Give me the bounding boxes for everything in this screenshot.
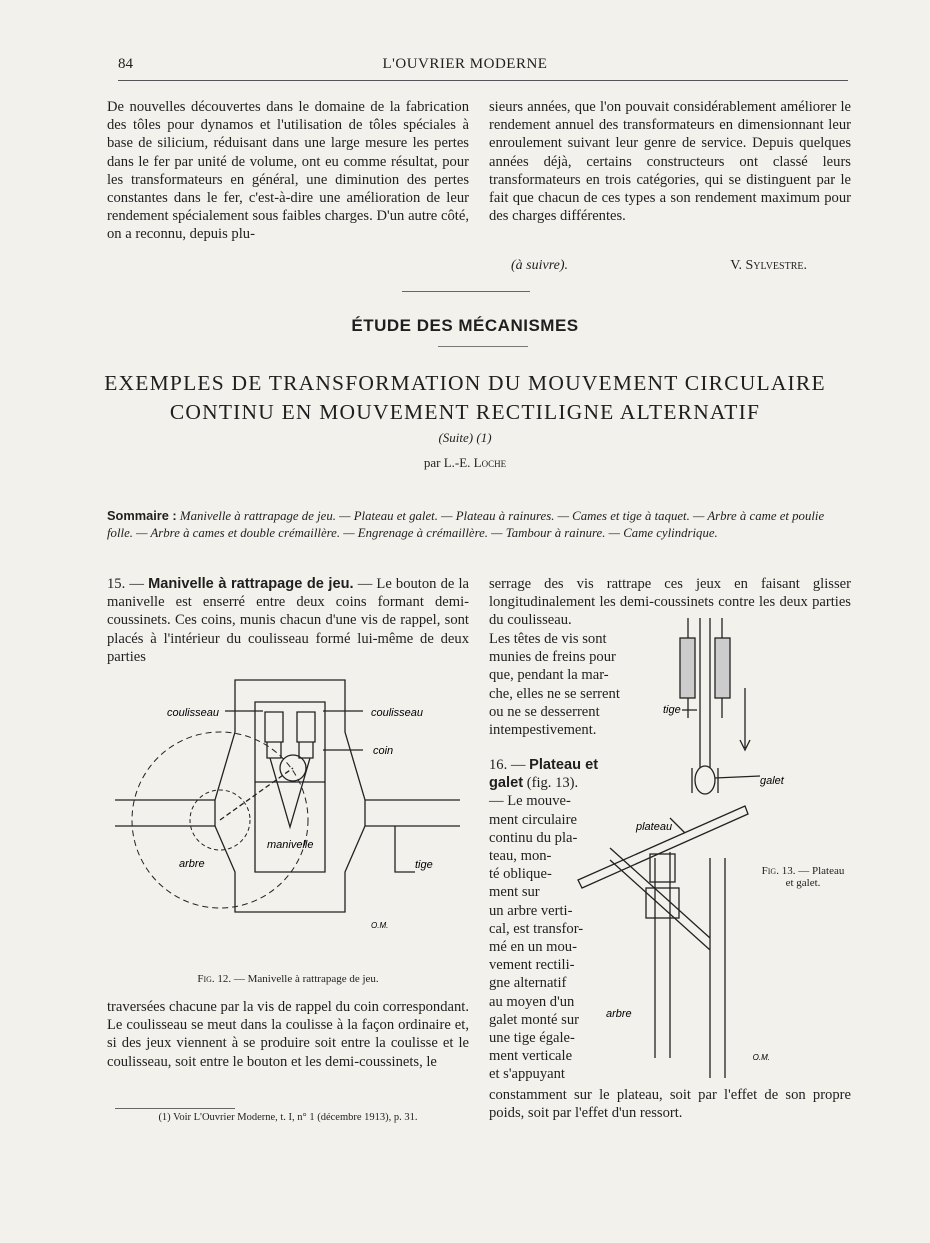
article-title-line-2: CONTINU EN MOUVEMENT RECTILIGNE ALTERNATIF: [169, 400, 761, 424]
summary-label: Sommaire :: [107, 508, 177, 523]
fig13-label-arbre: arbre: [606, 1008, 632, 1020]
section-rule: [438, 346, 528, 347]
para-15-continuation: traversées chacune par la vis de rappel du coin correspondant. Le coulisseau se meut dans la coulisse à la façon ordinaire et, si des jeux viennent à se produire soit entre la coulisse et le coulisseau, soit entre le bouton et les demi-coussinets, le: [107, 999, 469, 1070]
figure-12-diagram: [115, 672, 465, 967]
fig13-label-mark: O.M.: [752, 1053, 770, 1062]
para-16: 16. — Plateau et galet (fig. 13). — Le mouve- ment circulaire continu du pla- teau, mon- té oblique- ment sur un arbre verti- cal, est transfor- mé en un mou- vement rectili- gne alternatif au moyen d'un galet monté sur une tige égale- ment verticale et s'appuyant: [489, 757, 599, 1083]
running-header: [0, 56, 930, 78]
fig13-label-plateau: plateau: [636, 821, 673, 833]
page-number: 84: [118, 56, 133, 72]
fig13-label-galet: galet: [760, 775, 784, 787]
label-mark: O.M.: [371, 921, 389, 930]
footnote: (1) Voir L'Ouvrier Moderne, t. I, n° 1 (décembre 1913), p. 31.: [158, 1112, 418, 1123]
figure-12-caption: Fig. 12. — Manivelle à rattrapage de jeu.: [197, 973, 379, 985]
fig13-label-tige: tige: [663, 704, 681, 716]
label-manivelle: manivelle: [267, 839, 314, 851]
summary: [107, 507, 852, 542]
para-15-heading: Manivelle à rattrapage de jeu.: [148, 576, 354, 592]
byline: par L.-E. Loche: [423, 455, 507, 470]
article-suite-note: (Suite) (1): [438, 430, 492, 445]
continued-note: (à suivre).: [511, 258, 569, 273]
header-rule: [118, 80, 848, 81]
previous-article-right-column: sieurs années, que l'on pouvait considérablement améliorer le rendement annuel des transformateurs en dimensionnant leur enroulement suivant leur genre de service. Depuis quelques années déjà, certains constructeurs ont classé leurs transformateurs en trois catégories, qui se distinguent par le fait que chacun de ces types a son rendement maximum pour des charges différentes.: [489, 99, 851, 225]
label-coulisseau-left: coulisseau: [167, 707, 219, 719]
article-author: L.-E. Loche: [443, 455, 507, 470]
article-separator: [402, 291, 530, 292]
para-16-closing: constamment sur le plateau, soit par l'effet de son propre poids, soit par l'effet d'un ressort.: [489, 1087, 851, 1122]
running-title: L'OUVRIER MODERNE: [382, 56, 548, 72]
author-signature: V. Sylvestre.: [730, 258, 807, 273]
para-15-right-lines: Les têtes de vis sont munies de freins pour que, pendant la mar- che, elles ne se serrent ou ne se desserrent intempestivement.: [489, 631, 620, 739]
para-15-intro: 15. — Manivelle à rattrapage de jeu. — Le bouton de la manivelle est enserré entre deux coins formant demi-coussinets. Ces coins, munis chacun d'une vis de rappel, sont placés à l'intérieur du coulisseau formé lui-même de deux parties: [107, 576, 469, 665]
label-tige: tige: [415, 859, 433, 871]
label-coin: coin: [373, 745, 394, 757]
figure-13-caption: Fig. 13. — Plateau et galet.: [761, 865, 845, 889]
previous-article-left-column: De nouvelles découvertes dans le domaine de la fabrication des tôles pour dynamos et l'utilisation de tôles spéciales à base de silicium, réduisant dans une large mesure les pertes dans le fer par unité de volume, ont eu comme résultat, pour les transformateurs en général, une diminution des pertes constantes dans le fer, c'est-à-dire une amélioration de leur rendement spécialement sous faibles charges. D'un autre côté, on a reconnu, depuis plu-: [107, 99, 469, 243]
article-title-line-1: EXEMPLES DE TRANSFORMATION DU MOUVEMENT CIRCULAIRE: [104, 371, 826, 395]
para-16-heading: Plateau et: [529, 757, 599, 773]
label-coulisseau-right: coulisseau: [371, 707, 423, 719]
figure-13-diagram: [570, 618, 784, 1078]
section-title: ÉTUDE DES MÉCANISMES: [351, 316, 579, 335]
label-arbre: arbre: [179, 858, 205, 870]
summary-text: Manivelle à rattrapage de jeu. — Plateau et galet. — Plateau à rainures. — Cames et tige à taquet. — Arbre à came et poulie folle. — Arbre à cames et double crémaillère. — Engrenage à crémaillère. — Tambour à rainure. — Came cylindrique.: [107, 509, 825, 540]
para-15-right-top: serrage des vis rattrape ces jeux en faisant glisser longitudinalement les demi-coussinets contre les deux parties du coulisseau.: [489, 576, 851, 629]
footnote-rule: [115, 1108, 235, 1109]
